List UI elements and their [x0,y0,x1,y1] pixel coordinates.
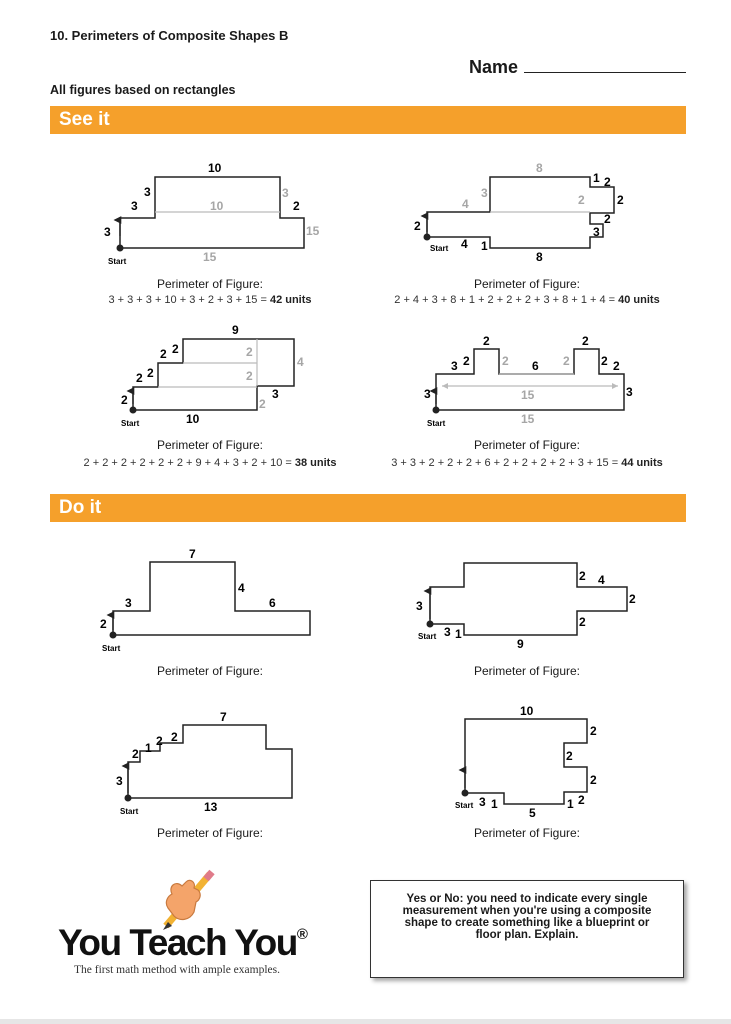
see1-label: 15 [306,224,320,238]
see-figure-1-start-dot [117,245,124,252]
do4-label: 1 [567,797,574,811]
see1-label: 15 [203,250,217,264]
do-figure-2 [416,563,636,651]
do4-label: 3 [479,795,486,809]
do4-start-label: Start [455,801,474,810]
do4-label: 10 [520,704,534,718]
see4-label: 6 [532,359,539,373]
do1-start-label: Start [102,644,121,653]
perimeter-label: Perimeter of Figure: [156,826,264,840]
perimeter-label: Perimeter of Figure: [473,438,581,452]
see-figure-3 [121,323,304,428]
see3-label: 4 [297,355,304,369]
see1-label: 10 [210,199,224,213]
see1-label: 3 [144,185,151,199]
see-figure-3-outline [133,339,294,410]
do3-label: 13 [204,800,218,814]
bottom-rule [0,1019,731,1024]
reflection-question-box: Yes or No: you need to indicate every single measurement when you're using a composite shape to create something like a blueprint or floor plan. Explain. [370,880,684,978]
worksheet-subtitle: All figures based on rectangles [50,83,236,97]
see2-start-label: Start [430,244,449,253]
see4-start-label: Start [427,419,446,428]
brand-logo: You Teach You® [58,922,308,963]
do-figure-1 [100,547,310,653]
do3-label: 3 [116,774,123,788]
perimeter-label: Perimeter of Figure: [473,277,581,291]
see2-label: 3 [481,186,488,200]
see2-label: 2 [617,193,624,207]
see1-label: 3 [131,199,138,213]
see4-label: 15 [521,388,535,402]
see3-label: 2 [259,397,266,411]
see4-label: 15 [521,412,535,426]
worksheet-title: 10. Perimeters of Composite Shapes B [50,28,289,43]
do4-label: 2 [590,724,597,738]
see-figure-4 [424,334,633,428]
do3-label: 2 [132,747,139,761]
do2-label: 2 [629,592,636,606]
perimeter-label: Perimeter of Figure: [156,664,264,678]
perimeter-equation: 2 + 4 + 3 + 8 + 1 + 2 + 2 + 2 + 3 + 8 + 1 + 4 = 40 units [394,294,660,306]
do2-label: 1 [455,627,462,641]
perimeter-label: Perimeter of Figure: [473,826,581,840]
do1-label: 7 [189,547,196,561]
do-figure-2-start-dot [427,621,434,628]
see3-label: 2 [172,342,179,356]
do1-label: 6 [269,596,276,610]
do3-label: 7 [220,710,227,724]
see2-label: 1 [481,239,488,253]
see3-label: 2 [160,347,167,361]
see4-label: 2 [463,354,470,368]
do-it-band: Do it [50,494,686,522]
see2-label: 8 [536,250,543,264]
see2-label: 2 [414,219,421,233]
do1-label: 4 [238,581,245,595]
perimeter-label: Perimeter of Figure: [156,277,264,291]
see4-label: 2 [502,354,509,368]
do2-label: 4 [598,573,605,587]
see1-start-label: Start [108,257,127,266]
do3-label: 2 [171,730,178,744]
do2-label: 3 [416,599,423,613]
do-figure-3-outline [128,725,292,798]
see2-label: 4 [462,197,469,211]
see-figure-3-start-dot [130,407,137,414]
see3-label: 9 [232,323,239,337]
see-figure-4-start-dot [433,407,440,414]
perimeter-equation: 3 + 3 + 3 + 10 + 3 + 2 + 3 + 15 = 42 units [108,294,312,306]
see1-label: 2 [293,199,300,213]
see3-label: 2 [246,345,253,359]
see2-label: 3 [593,225,600,239]
perimeter-label: Perimeter of Figure: [156,438,264,452]
brand-tagline: The first math method with ample examples. [74,964,280,976]
perimeter-label: Perimeter of Figure: [473,664,581,678]
see3-label: 2 [147,366,154,380]
do3-label: 1 [145,741,152,755]
see4-label: 2 [601,354,608,368]
see4-label: 3 [424,387,431,401]
see2-label: 8 [536,161,543,175]
do3-start-label: Start [120,807,139,816]
do1-label: 3 [125,596,132,610]
do1-label: 2 [100,617,107,631]
do4-label: 2 [566,749,573,763]
see-figure-2 [414,161,624,264]
do3-label: 2 [156,734,163,748]
see1-label: 3 [282,186,289,200]
see-figure-2-start-dot [424,234,431,241]
do2-label: 2 [579,615,586,629]
see4-label: 2 [582,334,589,348]
do-figure-1-start-dot [110,632,117,639]
see2-label: 2 [604,212,611,226]
see1-label: 10 [208,161,222,175]
see4-label: 2 [563,354,570,368]
do2-start-label: Start [418,632,437,641]
see4-label: 2 [613,359,620,373]
see3-start-label: Start [121,419,140,428]
do4-label: 2 [578,793,585,807]
do2-label: 9 [517,637,524,651]
see2-label: 2 [604,175,611,189]
do-figure-3 [116,710,292,816]
see4-label: 3 [626,385,633,399]
do-figure-3-start-dot [125,795,132,802]
do-figure-1-outline [113,562,310,635]
see4-label: 2 [483,334,490,348]
see3-label: 2 [121,393,128,407]
do4-label: 2 [590,773,597,787]
see2-label: 2 [578,193,585,207]
perimeter-equation: 2 + 2 + 2 + 2 + 2 + 2 + 9 + 4 + 3 + 2 + 10 = 38 units [83,457,337,469]
do4-label: 1 [491,797,498,811]
do4-label: 5 [529,806,536,820]
see3-label: 3 [272,387,279,401]
see-figure-1 [104,161,320,266]
see4-label: 3 [451,359,458,373]
do-figure-4 [455,704,597,820]
see2-label: 4 [461,237,468,251]
name-label: Name [469,57,519,77]
see1-label: 3 [104,225,111,239]
see3-label: 2 [246,369,253,383]
see-it-band: See it [50,106,686,134]
do2-label: 3 [444,625,451,639]
do2-label: 2 [579,569,586,583]
see3-label: 2 [136,371,143,385]
do-figure-4-start-dot [462,790,469,797]
see3-label: 10 [186,412,200,426]
perimeter-equation: 3 + 3 + 2 + 2 + 2 + 6 + 2 + 2 + 2 + 2 + 3 + 15 = 44 units [391,457,663,469]
see2-label: 1 [593,171,600,185]
